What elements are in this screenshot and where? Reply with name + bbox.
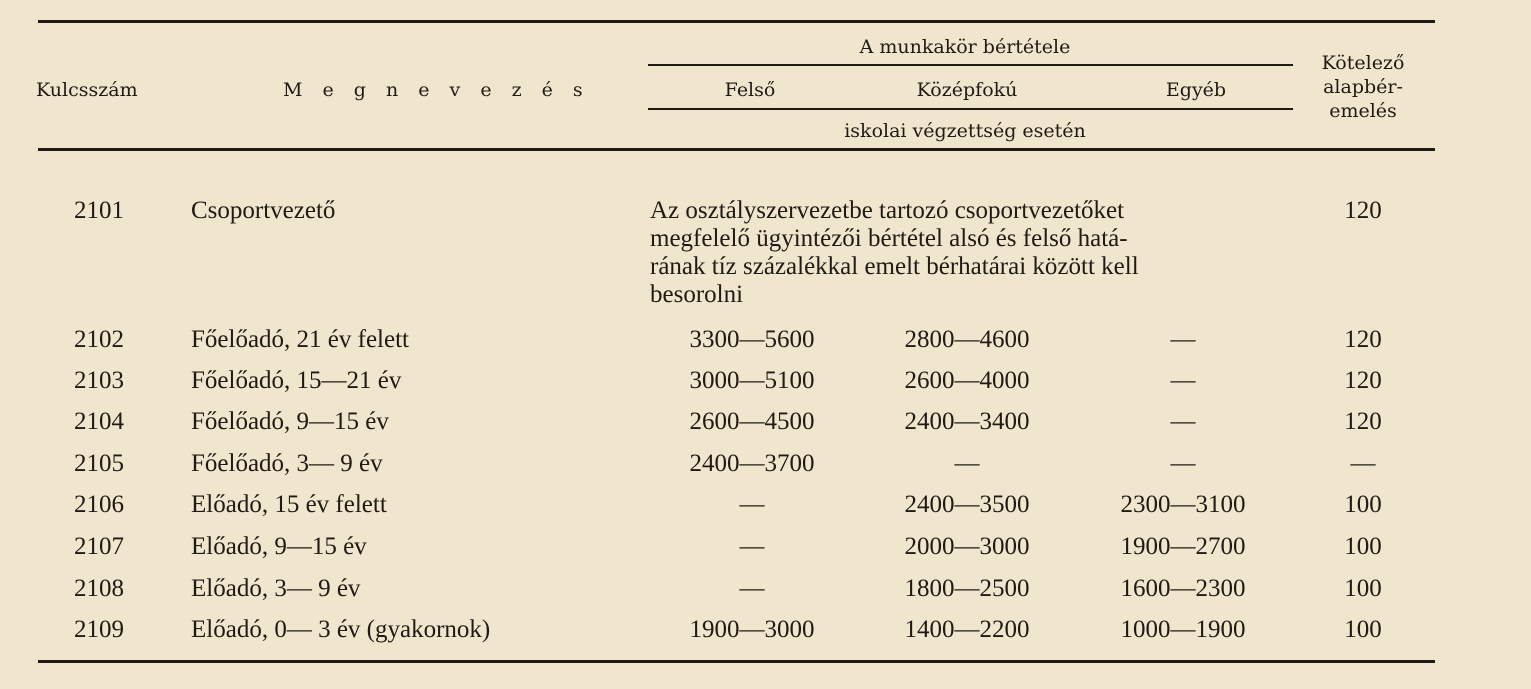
row-name: Főelőadó, 3— 9 év	[191, 450, 383, 477]
top-rule	[38, 20, 1435, 23]
row-egyeb: 2300—3100	[1120, 491, 1246, 518]
row-2101-note	[650, 197, 1300, 309]
row-raise: 120	[1344, 326, 1382, 353]
row-kozep: 2800—4600	[904, 326, 1030, 353]
header-kotelezo-2: alapbér-	[1323, 76, 1403, 98]
row-kozep: 2600—4000	[904, 367, 1030, 394]
row-name: Előadó, 3— 9 év	[191, 575, 361, 602]
row-kozep: 1400—2200	[904, 616, 1030, 643]
row-raise: 100	[1344, 575, 1382, 602]
header-felso: Felső	[724, 79, 776, 101]
row-felso: 3300—5600	[689, 326, 815, 353]
header-rule-1	[648, 64, 1293, 66]
row-felso: 3000—5100	[689, 367, 815, 394]
row-felso: —	[739, 575, 765, 602]
row-raise: 100	[1344, 616, 1382, 643]
row-kozep: 1800—2500	[904, 575, 1030, 602]
row-raise: 120	[1344, 408, 1382, 435]
header-kozepfoku: Középfokú	[916, 79, 1018, 101]
row-2101-code: 2101	[74, 197, 124, 224]
row-kozep: 2000—3000	[904, 533, 1030, 560]
note-line: Az osztályszervezetbe tartozó csoportvezetőket	[650, 197, 1125, 224]
row-kozep: —	[954, 450, 980, 477]
row-egyeb: —	[1170, 367, 1196, 394]
row-egyeb: —	[1170, 450, 1196, 477]
row-code: 2106	[74, 491, 124, 518]
header-kulcsszam: Kulcsszám	[36, 79, 138, 101]
row-code: 2104	[74, 408, 124, 435]
row-kozep: 2400—3400	[904, 408, 1030, 435]
row-code: 2105	[74, 450, 124, 477]
row-name: Előadó, 9—15 év	[191, 533, 367, 560]
row-egyeb: 1600—2300	[1120, 575, 1246, 602]
row-code: 2103	[74, 367, 124, 394]
row-felso: 2400—3700	[689, 450, 815, 477]
header-bottom-rule	[38, 148, 1435, 151]
row-felso: —	[739, 533, 765, 560]
header-iskolai: iskolai végzettség esetén	[844, 120, 1086, 142]
row-raise: 120	[1344, 367, 1382, 394]
row-felso: —	[739, 491, 765, 518]
header-kotelezo-3: emelés	[1329, 100, 1397, 122]
row-name: Előadó, 15 év felett	[191, 491, 387, 518]
row-2101-name: Csoportvezető	[191, 197, 336, 224]
row-egyeb: 1900—2700	[1120, 533, 1246, 560]
row-felso: 1900—3000	[689, 616, 815, 643]
bottom-rule	[38, 660, 1435, 663]
row-name: Főelőadó, 9—15 év	[191, 408, 389, 435]
row-egyeb: 1000—1900	[1120, 616, 1246, 643]
note-line: besorolni	[650, 281, 744, 308]
note-line: rának tíz százalékkal emelt bérhatárai között kell	[650, 253, 1139, 280]
row-code: 2102	[74, 326, 124, 353]
row-name: Főelőadó, 15—21 év	[191, 367, 402, 394]
header-rule-2	[648, 108, 1293, 110]
row-kozep: 2400—3500	[904, 491, 1030, 518]
row-raise: —	[1350, 450, 1376, 477]
row-name: Előadó, 0— 3 év (gyakornok)	[191, 616, 491, 643]
row-code: 2108	[74, 575, 124, 602]
header-kotelezo-1: Kötelező	[1321, 52, 1405, 74]
row-egyeb: —	[1170, 408, 1196, 435]
row-name: Főelőadó, 21 év felett	[191, 326, 409, 353]
row-2101-raise: 120	[1344, 197, 1382, 224]
row-raise: 100	[1344, 533, 1382, 560]
row-raise: 100	[1344, 491, 1382, 518]
row-code: 2109	[74, 616, 124, 643]
row-code: 2107	[74, 533, 124, 560]
row-felso: 2600—4500	[689, 408, 815, 435]
header-megnevezes: M e g n e v e z é s	[283, 79, 590, 101]
header-egyeb: Egyéb	[1165, 79, 1227, 101]
header-berto-title: A munkakör bértétele	[859, 36, 1071, 58]
row-egyeb: —	[1170, 326, 1196, 353]
note-line: megfelelő ügyintézői bértétel alsó és felső hatá-	[650, 225, 1128, 252]
